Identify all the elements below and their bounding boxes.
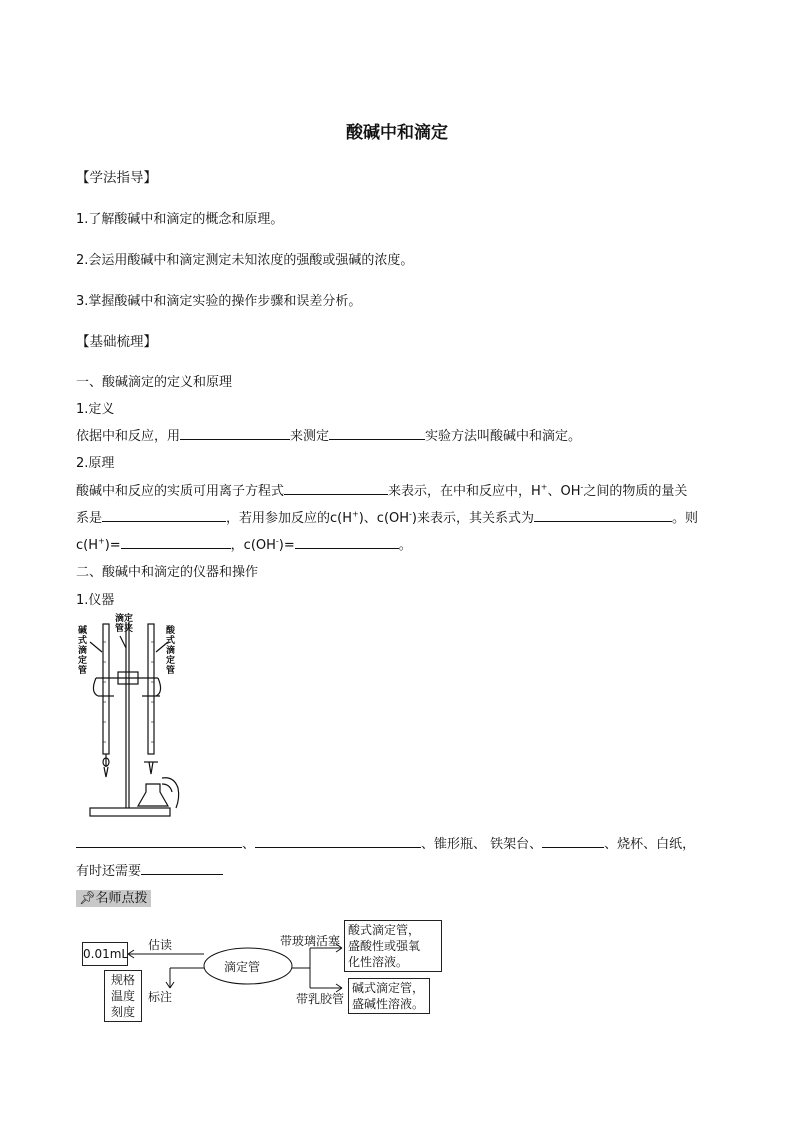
principle-text: 、OH — [547, 484, 581, 499]
principle-line-3 — [76, 534, 412, 553]
acid-box-line: 盛酸性或强氧 — [348, 939, 421, 953]
lower-branch-label: 带乳胶管 — [296, 992, 345, 1006]
list-text: 、烧杯、白纸， — [604, 837, 696, 852]
list-separator: 、 — [242, 837, 256, 852]
principle-line-1 — [76, 480, 687, 499]
blank-field[interactable] — [542, 833, 604, 848]
definition-text-b: 来测定 — [290, 429, 330, 444]
principle-text: )、c(OH — [358, 511, 410, 526]
precision-box: 0.01mL — [82, 942, 128, 966]
principle-line-2 — [76, 507, 718, 526]
spec-box — [104, 970, 142, 1022]
page-title: 酸碱中和滴定 — [346, 123, 448, 143]
principle-text: 。 — [398, 538, 412, 553]
titration-apparatus-figure — [76, 612, 186, 824]
principle-text: 酸碱中和反应的实质可用离子方程式 — [76, 484, 285, 499]
definition-text-c: 实验方法叫酸碱中和滴定。 — [425, 429, 582, 444]
principle-text: )来表示，其关系式为 — [411, 511, 534, 526]
basics-heading: 【基础梳理】 — [76, 334, 157, 350]
blank-field[interactable] — [255, 833, 421, 848]
blank-field[interactable] — [534, 507, 672, 522]
blank-field[interactable] — [141, 860, 223, 875]
blank-field[interactable] — [329, 425, 425, 440]
definition-heading: 1.定义 — [76, 402, 115, 417]
instrument-list-line — [76, 833, 695, 852]
blank-field[interactable] — [284, 480, 388, 495]
principle-heading: 2.原理 — [76, 456, 115, 471]
spec-item: 温度 — [110, 989, 135, 1003]
read-label: 估读 — [148, 938, 173, 952]
principle-text: ，c(OH — [230, 538, 276, 553]
superscript: - — [275, 536, 279, 546]
guide-item-3: 3.掌握酸碱中和滴定实验的操作步骤和误差分析。 — [76, 294, 362, 309]
tip-badge-box — [76, 890, 151, 907]
part2-heading: 二、酸碱中和滴定的仪器和操作 — [76, 565, 259, 580]
principle-text: 系是 — [76, 511, 103, 526]
study-guide-heading: 【学法指导】 — [76, 170, 157, 186]
superscript: - — [409, 509, 412, 519]
tip-badge-label: 名师点拨 — [95, 891, 148, 906]
principle-text: )= — [104, 538, 121, 553]
definition-line — [76, 425, 581, 444]
base-burette-box — [348, 978, 430, 1014]
label-burette-clamp: 滴定管夹 — [114, 614, 133, 634]
superscript: - — [580, 482, 584, 492]
spec-item: 规格 — [110, 973, 135, 987]
blank-field[interactable] — [180, 425, 290, 440]
part1-heading: 一、酸碱滴定的定义和原理 — [76, 375, 233, 390]
principle-text: ，若用参加反应的c(H — [226, 511, 353, 526]
blank-field[interactable] — [76, 833, 242, 848]
principle-text: 之间的物质的量关 — [583, 484, 688, 499]
blank-field[interactable] — [121, 534, 231, 549]
blank-field[interactable] — [102, 507, 226, 522]
label-acid-burette: 酸式滴定管 — [166, 626, 176, 676]
burette-diagram — [80, 918, 450, 1022]
acid-box-line: 化性溶液。 — [348, 955, 409, 969]
base-box-line: 盛碱性溶液。 — [352, 997, 425, 1011]
upper-branch-label: 带玻璃活塞 — [280, 934, 341, 948]
mark-label: 标注 — [148, 990, 173, 1004]
center-label: 滴定管 — [224, 960, 261, 974]
superscript: + — [540, 482, 548, 492]
principle-text: 来表示，在中和反应中，H — [388, 484, 541, 499]
instrument-heading: 1.仪器 — [76, 593, 115, 608]
definition-text-a: 依据中和反应，用 — [76, 429, 181, 444]
acid-box-line: 酸式滴定管， — [348, 923, 421, 937]
guide-item-1: 1.了解酸碱中和滴定的概念和原理。 — [76, 212, 284, 227]
principle-text: c(H — [76, 538, 98, 553]
superscript: + — [352, 509, 359, 519]
principle-text: 。则 — [672, 511, 699, 526]
pin-icon: 📌︎ — [79, 891, 96, 906]
guide-item-2: 2.会运用酸碱中和滴定测定未知浓度的强酸或强碱的浓度。 — [76, 253, 414, 268]
also-need-text: 有时还需要 — [76, 864, 142, 879]
tip-badge — [76, 887, 151, 906]
spec-item: 刻度 — [110, 1005, 135, 1019]
blank-field[interactable] — [295, 534, 399, 549]
superscript: + — [98, 536, 105, 546]
also-need-line — [76, 860, 223, 879]
base-box-line: 碱式滴定管， — [352, 981, 425, 995]
principle-text: )= — [278, 538, 295, 553]
acid-burette-box — [344, 920, 442, 972]
label-base-burette: 碱式滴定管 — [78, 626, 88, 676]
list-text: 、锥形瓶、 铁架台、 — [421, 837, 543, 852]
